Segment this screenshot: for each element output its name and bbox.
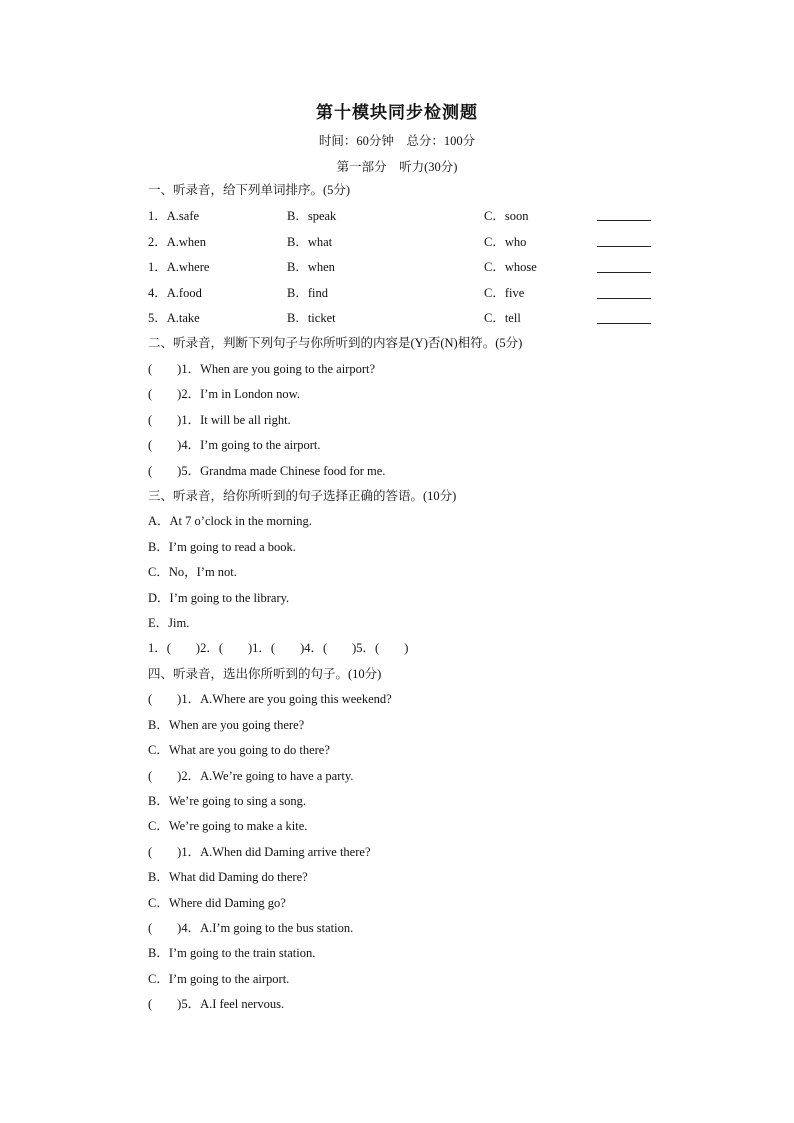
option-b: B．what	[287, 235, 333, 249]
answer-option: D．I’m going to the library.	[148, 591, 290, 605]
answer-blank[interactable]	[597, 246, 651, 247]
option-a: 2．A.when	[148, 235, 206, 249]
section3-heading: 三、听录音，给你所听到的句子选择正确的答语。(10分)	[148, 489, 457, 503]
option-c: C．whose	[484, 260, 537, 274]
section1-heading: 一、听录音，给下列单词排序。(5分)	[148, 183, 351, 197]
question-line: ( )5．A.I feel nervous.	[148, 997, 285, 1011]
judgement-item: ( )4．I’m going to the airport.	[148, 438, 321, 452]
answer-option: B．I’m going to read a book.	[148, 540, 296, 554]
page-title: 第十模块同步检测题	[316, 103, 478, 122]
judgement-item: ( )1．When are you going to the airport?	[148, 362, 376, 376]
option-c: C．five	[484, 286, 525, 300]
option-a: 5．A.take	[148, 311, 200, 325]
section4-heading: 四、听录音，选出你所听到的句子。(10分)	[148, 667, 382, 681]
choice-line: B．When are you going there?	[148, 718, 305, 732]
answer-brackets[interactable]: 1．( )2．( )1．( )4．( )5．( )	[148, 641, 409, 655]
option-a: 1．A.where	[148, 260, 210, 274]
answer-option: E．Jim.	[148, 616, 190, 630]
option-b: B．find	[287, 286, 328, 300]
option-b: B．speak	[287, 209, 337, 223]
question-line: ( )1．A.Where are you going this weekend?	[148, 692, 392, 706]
choice-line: C．We’re going to make a kite.	[148, 819, 308, 833]
option-b: B．when	[287, 260, 335, 274]
choice-line: C．What are you going to do there?	[148, 743, 330, 757]
question-line: ( )2．A.We’re going to have a party.	[148, 769, 354, 783]
judgement-item: ( )5．Grandma made Chinese food for me.	[148, 464, 386, 478]
choice-line: B．I’m going to the train station.	[148, 946, 316, 960]
choice-line: C．I’m going to the airport.	[148, 972, 290, 986]
option-a: 1．A.safe	[148, 209, 200, 223]
option-c: C．who	[484, 235, 527, 249]
answer-blank[interactable]	[597, 272, 651, 273]
option-b: B．ticket	[287, 311, 336, 325]
answer-option: A．At 7 o’clock in the morning.	[148, 514, 312, 528]
time-score-line: 时间：60分钟 总分：100分	[318, 134, 476, 148]
section2-heading: 二、听录音，判断下列句子与你所听到的内容是(Y)否(N)相符。(5分)	[148, 336, 523, 350]
judgement-item: ( )2．I’m in London now.	[148, 387, 300, 401]
choice-line: B．What did Daming do there?	[148, 870, 308, 884]
option-a: 4．A.food	[148, 286, 202, 300]
part-heading: 第一部分 听力(30分)	[336, 160, 458, 174]
question-line: ( )1．A.When did Daming arrive there?	[148, 845, 371, 859]
option-c: C．soon	[484, 209, 529, 223]
question-line: ( )4．A.I’m going to the bus station.	[148, 921, 354, 935]
option-c: C．tell	[484, 311, 521, 325]
choice-line: C．Where did Daming go?	[148, 896, 286, 910]
answer-blank[interactable]	[597, 220, 651, 221]
answer-blank[interactable]	[597, 298, 651, 299]
choice-line: B．We’re going to sing a song.	[148, 794, 307, 808]
judgement-item: ( )1．It will be all right.	[148, 413, 291, 427]
answer-option: C．No，I’m not.	[148, 565, 237, 579]
answer-blank[interactable]	[597, 323, 651, 324]
